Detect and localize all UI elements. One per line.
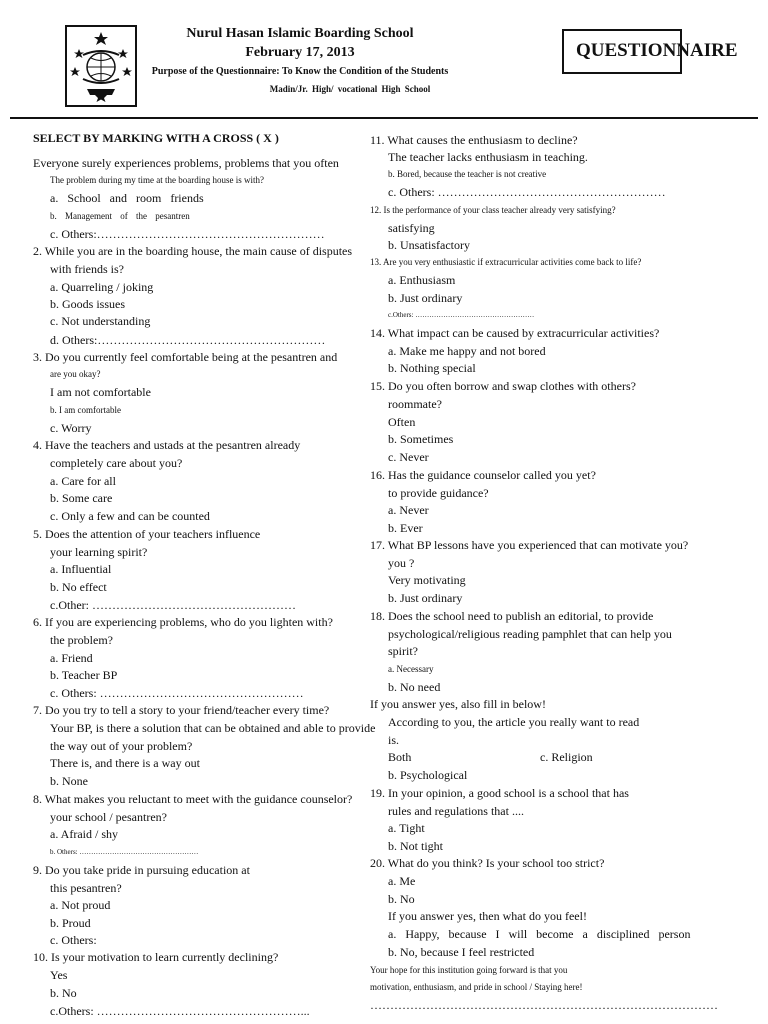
answer-option[interactable]: b. No, because I feel restricted (388, 945, 535, 959)
answer-fill-line[interactable]: c.Others: …………………………………………… (388, 311, 535, 319)
answer-option[interactable]: a. Influential (50, 562, 112, 576)
answer-option[interactable]: b. None (50, 774, 88, 788)
questionnaire-purpose: Purpose of the Questionnaire: To Know the Condition of the Students (151, 66, 449, 77)
answer-option[interactable]: b. Just ordinary (388, 291, 463, 305)
question-line: 4. Have the teachers and ustads at the pesantren already (33, 438, 301, 452)
answer-option[interactable]: a. Quarreling / joking (50, 280, 154, 294)
question-line: are you okay? (50, 369, 101, 379)
answer-fill-line[interactable]: c. Others:………………………………………………… (50, 227, 325, 241)
answer-option[interactable]: a. Never (388, 503, 429, 517)
answer-option[interactable]: b. Some care (50, 491, 113, 505)
question-line: to provide guidance? (388, 486, 489, 500)
answer-option[interactable]: There is, and there is a way out (50, 756, 200, 770)
answer-option[interactable]: b. No effect (50, 580, 107, 594)
question-line: the problem? (50, 633, 113, 647)
answer-option[interactable]: b. Bored, because the teacher is not creative (388, 169, 547, 179)
school-emblem-icon (65, 25, 137, 107)
answer-option[interactable]: b. I am comfortable (50, 405, 121, 415)
question-line: the way out of your problem? (50, 739, 193, 753)
answer-option[interactable]: b. Ever (388, 521, 423, 535)
page-title: QUESTIONNAIRE (576, 40, 738, 61)
question-line: 20. What do you think? Is your school too strict? (370, 856, 605, 870)
answer-option[interactable]: a. Not proud (50, 898, 111, 912)
answer-option[interactable]: a. Make me happy and not bored (388, 344, 546, 358)
school-name: Nurul Hasan Islamic Boarding School (186, 26, 414, 41)
answer-option[interactable]: a. Care for all (50, 474, 116, 488)
question-line: 13. Are you very enthusiastic if extracurricular activities come back to life? (370, 257, 642, 267)
question-line: 9. Do you take pride in pursuing education at (33, 863, 250, 877)
question-line: this pesantren? (50, 881, 122, 895)
answer-fill-line[interactable]: c.Other: …………………………………………… (50, 598, 296, 612)
answer-option[interactable]: I am not comfortable (50, 385, 151, 399)
answer-option[interactable]: a. School and room friends (50, 191, 204, 205)
answer-option[interactable]: b. Nothing special (388, 361, 476, 375)
answer-option[interactable]: b. Unsatisfactory (388, 238, 470, 252)
answer-option[interactable]: c. Only a few and can be counted (50, 509, 210, 523)
answer-option[interactable]: a. Friend (50, 651, 93, 665)
answer-fill-line[interactable]: …………………………………………………………………………… (370, 998, 718, 1012)
question-line: 10. Is your motivation to learn currently declining? (33, 950, 279, 964)
question-line: 11. What causes the enthusiasm to decline? (370, 133, 578, 147)
answer-option[interactable]: c. Not understanding (50, 314, 151, 328)
document-date: February 17, 2013 (245, 45, 355, 60)
instruction-line: SELECT BY MARKING WITH A CROSS ( X ) (33, 131, 279, 145)
answer-option[interactable]: c. Religion (540, 750, 593, 764)
question-line: 15. Do you often borrow and swap clothes with others? (370, 379, 636, 393)
answer-option[interactable]: c. Worry (50, 421, 92, 435)
question-line: completely care about you? (50, 456, 183, 470)
question-line: 5. Does the attention of your teachers influence (33, 527, 261, 541)
answer-fill-line[interactable]: b. Others: …………………………………………… (50, 848, 199, 856)
answer-option[interactable]: b. Goods issues (50, 297, 126, 311)
question-line: with friends is? (50, 262, 124, 276)
question-line: 17. What BP lessons have you experienced that can motivate you? (370, 538, 689, 552)
question-line: your school / pesantren? (50, 810, 167, 824)
answer-fill-line[interactable]: d. Others:………………………………………………… (50, 333, 326, 347)
answer-option[interactable]: Yes (50, 968, 68, 982)
instruction-line: If you answer yes, then what do you feel! (388, 909, 587, 923)
question-line: 8. What makes you reluctant to meet with the guidance counselor? (33, 792, 353, 806)
answer-option[interactable]: a. Happy, because I will become a disciplined person (388, 927, 691, 941)
answer-fill-line[interactable]: c. Others: ………………………………………………… (388, 185, 666, 199)
question-line: According to you, the article you really want to read (388, 715, 640, 729)
answer-option[interactable]: a. Tight (388, 821, 425, 835)
question-line: psychological/religious reading pamphlet that can help you (388, 627, 672, 641)
answer-option[interactable]: Often (388, 415, 416, 429)
answer-option[interactable]: b. No (50, 986, 77, 1000)
instruction-line: If you answer yes, also fill in below! (370, 697, 546, 711)
question-line: Your BP, is there a solution that can be obtained and able to provide (50, 721, 376, 735)
question-line: rules and regulations that .... (388, 804, 524, 818)
question-line: 16. Has the guidance counselor called you yet? (370, 468, 596, 482)
answer-option[interactable]: b. No need (388, 680, 441, 694)
answer-option[interactable]: b. Proud (50, 916, 91, 930)
answer-option[interactable]: b. No (388, 892, 415, 906)
answer-option[interactable]: b. Not tight (388, 839, 444, 853)
answer-option[interactable]: b. Management of the pesantren (50, 211, 190, 221)
answer-option[interactable]: Very motivating (388, 573, 466, 587)
question-line: is. (388, 733, 400, 747)
answer-option[interactable]: Both (388, 750, 412, 764)
answer-option[interactable]: The teacher lacks enthusiasm in teaching. (388, 150, 588, 164)
question-line: 6. If you are experiencing problems, who do you lighten with? (33, 615, 333, 629)
answer-fill-line[interactable]: c. Others: (50, 933, 97, 947)
intro-line: Everyone surely experiences problems, problems that you often (33, 156, 339, 170)
answer-option[interactable]: a. Enthusiasm (388, 273, 456, 287)
question-line: 2. While you are in the boarding house, the main cause of disputes (33, 244, 353, 258)
answer-option[interactable]: a. Necessary (388, 664, 434, 674)
answer-option[interactable]: a. Afraid / shy (50, 827, 118, 841)
question-line: The problem during my time at the boarding house is with? (50, 175, 264, 185)
question-line: 3. Do you currently feel comfortable being at the pesantren and (33, 350, 338, 364)
answer-option[interactable]: b. Just ordinary (388, 591, 463, 605)
question-line: 14. What impact can be caused by extracurricular activities? (370, 326, 660, 340)
question-line: spirit? (388, 644, 418, 658)
answer-option[interactable]: satisfying (388, 221, 435, 235)
question-line: 18. Does the school need to publish an editorial, to provide (370, 609, 654, 623)
question-line: you ? (388, 556, 415, 570)
answer-fill-line[interactable]: c. Others: …………………………………………… (50, 686, 304, 700)
header-divider (10, 117, 758, 119)
question-line: 7. Do you try to tell a story to your friend/teacher every time? (33, 703, 330, 717)
question-line: Your hope for this institution going forward is that you (370, 965, 568, 975)
answer-option[interactable]: b. Sometimes (388, 432, 454, 446)
answer-option[interactable]: b. Teacher BP (50, 668, 118, 682)
question-line: motivation, enthusiasm, and pride in school / Staying here! (370, 982, 583, 992)
answer-option[interactable]: a. Me (388, 874, 416, 888)
school-levels: Madin/Jr. High/ vocational High School (269, 84, 431, 94)
question-line: 12. Is the performance of your class teacher already very satisfying? (370, 205, 616, 215)
question-line: 19. In your opinion, a good school is a school that has (370, 786, 629, 800)
question-line: your learning spirit? (50, 545, 148, 559)
question-line: roommate? (388, 397, 442, 411)
answer-fill-line[interactable]: c.Others: ……………………………………………... (50, 1004, 310, 1018)
answer-option[interactable]: b. Psychological (388, 768, 468, 782)
answer-option[interactable]: c. Never (388, 450, 429, 464)
